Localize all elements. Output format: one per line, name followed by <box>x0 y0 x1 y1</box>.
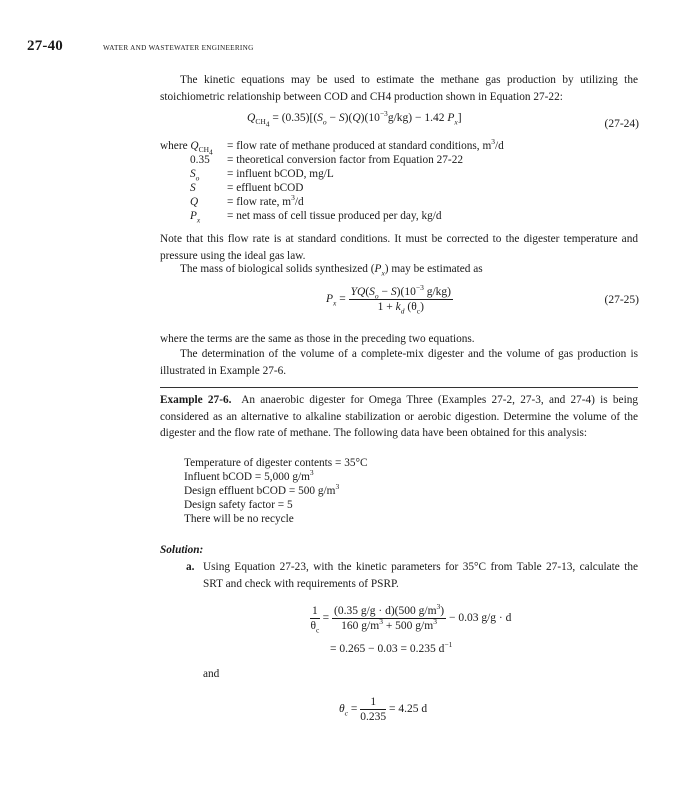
given-effluent-bcod: Design effluent bCOD = 500 $g/m^3$ <box>184 482 340 497</box>
solution-label: Solution: <box>160 544 204 556</box>
fraction-27-25: $\frac{YQ(S_o - S)(10^{-3} g/kg)}{1 + k_d (\theta_c)}$ <box>350 283 451 316</box>
and-word: and <box>203 668 220 680</box>
equation-number-27-25: (27-25) <box>604 294 639 306</box>
example-text: An anaerobic digester for Omega Three (Examples 27-2, 27-3, and 27-4) is being considered as an alternative to alkaline stabilization or aerobic digestion. Determine the volume of the digester and the flow rate of methane. The following data have been obtained for this analysis: <box>160 394 639 439</box>
where-desc-factor: = theoretical conversion factor from Equation 27-22 <box>227 154 463 166</box>
equation-27-25: $P_x$ = $\frac{YQ(S_o - S)(10^{-3} g/kg)}{1 + k_d (\theta_c)}$ <box>326 283 451 316</box>
where-desc-px: = net mass of cell tissue produced per day, kg/d <box>227 210 442 222</box>
step-a-label: a. <box>186 561 195 573</box>
page-number: 27-40 <box>27 38 63 54</box>
where-symbol-px: $P_x$ <box>190 210 201 225</box>
srt-result: = 0.265 − 0.03 = 0.235 $d^{-1}$ <box>330 640 453 655</box>
given-influent-bcod: Influent bCOD = 5,000 $g/m^3$ <box>184 468 314 483</box>
given-safety-factor: Design safety factor = 5 <box>184 499 293 511</box>
where-symbol-factor: 0.35 <box>190 154 210 166</box>
theta-equation: $\theta_c$ = $\frac{1}{0.235}$ = 4.25 d <box>339 696 428 723</box>
fraction-inverse-theta: $\frac{1}{\theta_c}$ <box>310 605 320 635</box>
where-symbol-q: Q <box>190 196 199 208</box>
example-divider <box>160 387 638 388</box>
given-no-recycle: There will be no recycle <box>184 513 294 525</box>
equation-number-27-24: (27-24) <box>604 118 639 130</box>
where-desc-s: = effluent bCOD <box>227 182 304 194</box>
given-temperature: Temperature of digester contents = 35°C <box>184 457 368 469</box>
intro-paragraph: The kinetic equations may be used to estimate the methane gas production by utilizing the stoichiometric relationship between COD and CH4 production shown in Equation 27-22: <box>160 74 638 103</box>
where-label: where $Q_{CH_4}$ <box>160 140 213 157</box>
where-desc-so: = influent bCOD, mg/L <box>227 168 334 180</box>
where-symbol-so: $S_o$ <box>190 168 200 183</box>
step-a-text: Using Equation 27-23, with the kinetic parameters for 35°C from Table 27-13, calculate the SRT and check with requirements of PSRP. <box>203 561 638 590</box>
where-desc-q: = flow rate, $m^3/d$ <box>227 193 304 208</box>
fraction-kinetic: $\frac{(0.35 g/g \cdot d)(500 g/m^3)}{160 g/m^3 + 500 g/m^3}$ <box>334 602 445 632</box>
where-desc-qch4: = flow rate of methane produced at standard conditions, $m^3/d$ <box>227 137 504 152</box>
where-symbol-s: S <box>190 182 196 194</box>
note-paragraph: Note that this flow rate is at standard conditions. It must be corrected to the digester temperature and pressure using the ideal gas law. <box>160 233 638 262</box>
determination-paragraph: The determination of the volume of a complete-mix digester and the volume of gas production is illustrated in Example 27-6. <box>160 348 638 377</box>
mass-paragraph: The mass of biological solids synthesized $(P_x)$ may be estimated as <box>180 263 483 278</box>
example-label: Example 27-6. <box>160 394 232 406</box>
srt-equation: $\frac{1}{\theta_c}$ = $\frac{(0.35 g/g \cdot d)(500 g/m^3)}{160 g/m^3 + 500 g/m^3}$ − 0.03 g/g · d <box>310 602 512 635</box>
fraction-theta: $\frac{1}{0.235}$ <box>360 696 387 723</box>
terms-paragraph: where the terms are the same as those in the preceding two equations. <box>160 333 475 345</box>
equation-27-24: $Q_{CH_4} = (0.35)[(S_o - S)(Q)(10^{-3}g/kg) - 1.42$ $P_x$] <box>247 109 462 129</box>
running-title: WATER AND WASTEWATER ENGINEERING <box>103 44 254 52</box>
example-paragraph <box>160 392 638 442</box>
